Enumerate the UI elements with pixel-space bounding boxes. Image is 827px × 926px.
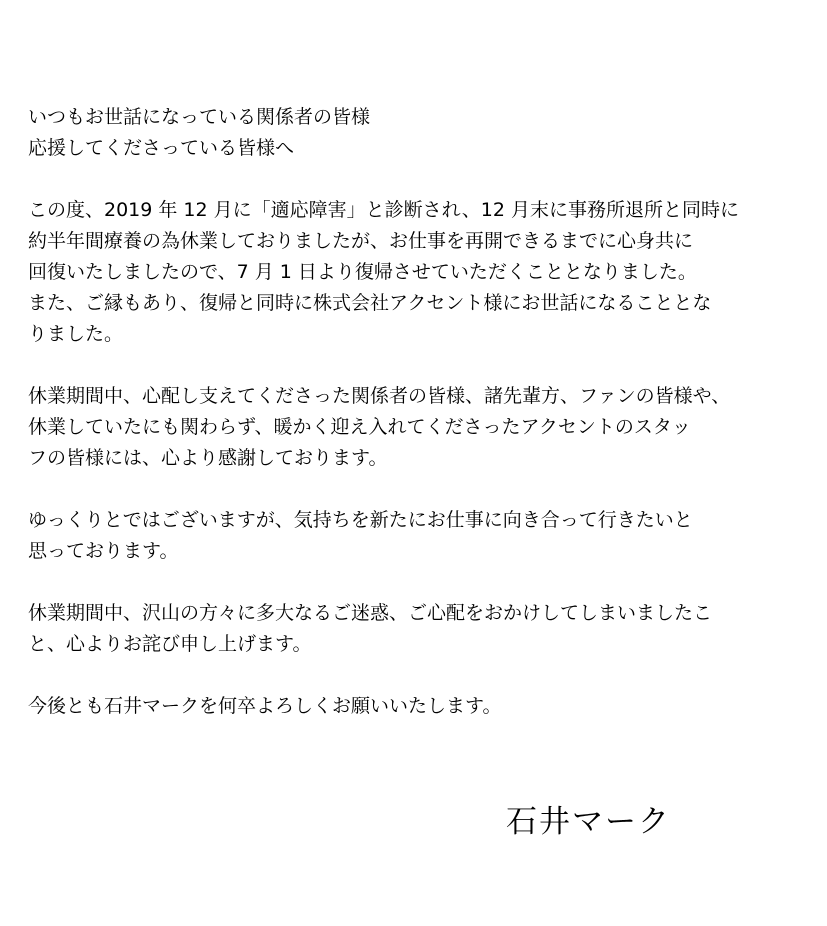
greeting-line: いつもお世話になっている関係者の皆様	[28, 106, 371, 128]
paragraph-spacer	[28, 474, 813, 505]
text-line: 思っております。	[28, 540, 179, 562]
paragraph-spacer	[28, 164, 813, 195]
greeting-line: 応援してくださっている皆様へ	[28, 137, 295, 159]
text-line: 休業期間中、心配し支えてくださった関係者の皆様、諸先輩方、ファンの皆様や、	[28, 385, 731, 407]
signature: 石井マーク	[506, 804, 671, 840]
paragraph-apology	[28, 598, 813, 660]
text-line: 回復いたしましたので、7 月 1 日より復帰させていただくこととなりました。	[28, 261, 697, 283]
text-line: 休業期間中、沢山の方々に多大なるご迷惑、ご心配をおかけしてしまいましたこ	[28, 602, 713, 624]
letter-body	[28, 102, 813, 722]
text-line: また、ご縁もあり、復帰と同時に株式会社アクセント様にお世話になることとな	[28, 292, 712, 314]
text-line: 約半年間療養の為休業しておりましたが、お仕事を再開できるまでに心身共に	[28, 230, 694, 252]
paragraph-thanks	[28, 381, 813, 474]
text-line: ゆっくりとではございますが、気持ちを新たにお仕事に向き合って行きたいと	[28, 509, 693, 531]
paragraph-resolve	[28, 505, 813, 567]
paragraph-closing	[28, 691, 813, 722]
paragraph-spacer	[28, 660, 813, 691]
paragraph-spacer	[28, 350, 813, 381]
text-line: 今後とも石井マークを何卒よろしくお願いいたします。	[28, 695, 502, 717]
paragraph-diagnosis-return	[28, 195, 813, 350]
text-line: りました。	[28, 323, 124, 345]
text-line: 休業していたにも関わらず、暖かく迎え入れてくださったアクセントのスタッ	[28, 416, 691, 438]
greeting	[28, 102, 813, 164]
text-line: フの皆様には、心より感謝しております。	[28, 447, 388, 469]
text-line: この度、2019 年 12 月に「適応障害」と診断され、12 月末に事務所退所と同時に	[28, 199, 740, 221]
text-line: と、心よりお詫び申し上げます。	[28, 633, 312, 655]
paragraph-spacer	[28, 567, 813, 598]
